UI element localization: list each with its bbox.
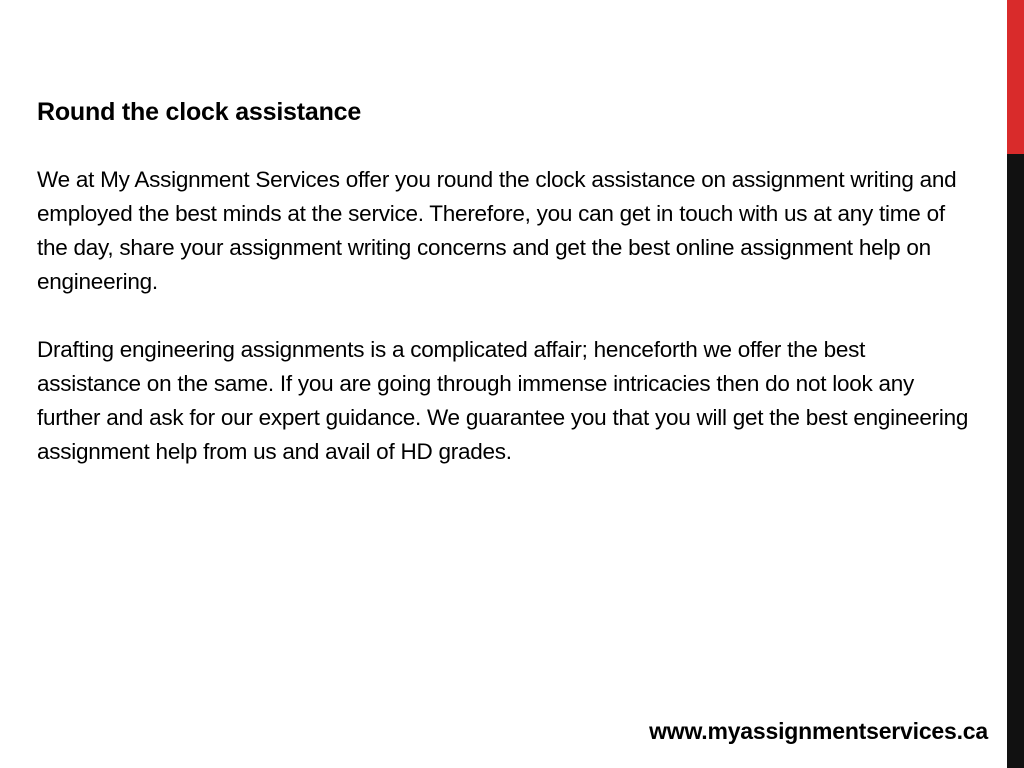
side-accent-bar [1007, 0, 1024, 768]
slide-heading: Round the clock assistance [37, 98, 362, 126]
side-accent-bar-red [1007, 0, 1024, 154]
paragraph-1: We at My Assignment Services offer you round the clock assistance on assignment writing and employed the best minds at the service. Therefore, you can get in touch with us at any time of the day, share your assignment writing concerns and get the best online assignment help on engineering. [37, 167, 957, 294]
slide-content [37, 95, 972, 503]
side-accent-bar-black [1007, 154, 1024, 768]
paragraph-2: Drafting engineering assignments is a complicated affair; henceforth we offer the best assistance on the same. If you are going through immense intricacies then do not look any further and ask for our expert guidance. We guarantee you that you will get the best engineering assignment help from us and avail of HD grades. [37, 337, 969, 464]
footer-website-url: www.myassignmentservices.ca [649, 718, 988, 744]
